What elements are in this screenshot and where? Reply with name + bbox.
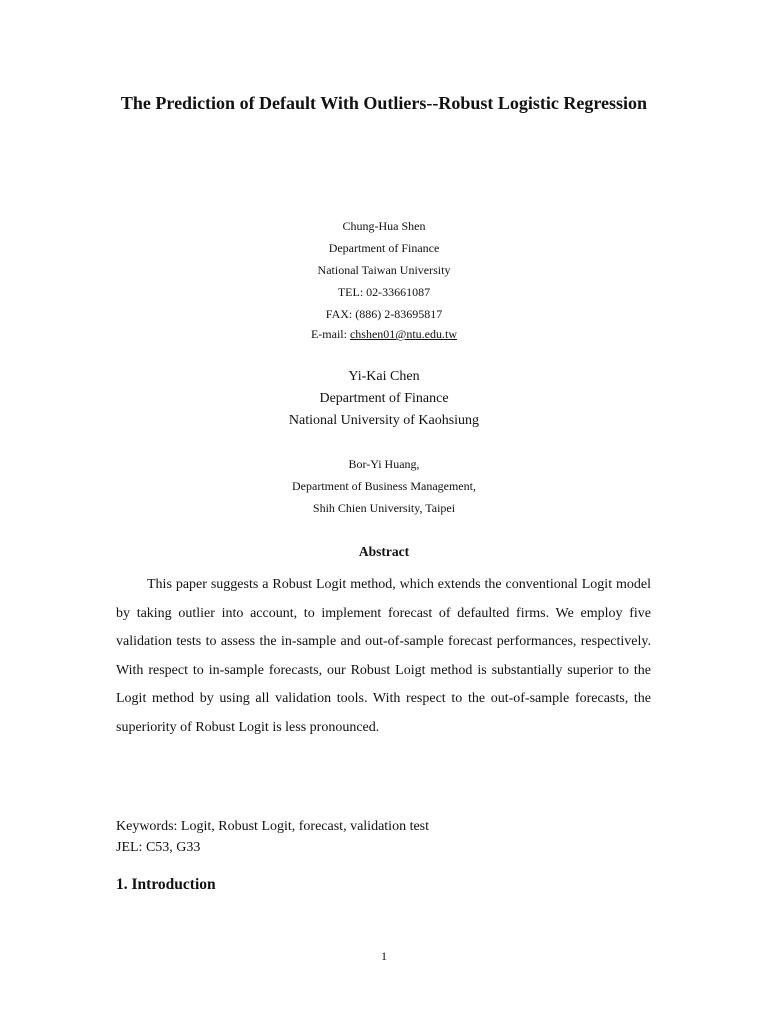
abstract-heading: Abstract [358, 544, 410, 559]
email-label: E-mail: [310, 327, 350, 341]
author-name: Bor-Yi Huang, [348, 457, 420, 471]
section-heading: 1. Introduction [116, 876, 216, 893]
author-fax: FAX: (886) 2-83695817 [325, 307, 443, 321]
author-block-1 [0, 215, 768, 343]
author-name: Yi-Kai Chen [348, 369, 420, 384]
author-department: Department of Business Management, [292, 479, 476, 493]
paper-title: The Prediction of Default With Outliers--Robust Logistic Regression [120, 93, 648, 113]
author-department: Department of Finance [328, 241, 440, 255]
abstract-text: This paper suggests a Robust Logit method, which extends the conventional Logit model by taking outlier into account, to implement forecast of defaulted firms. We employ five validation tests to assess the in-sample and out-of-sample forecast performances, respectively. With respect to in-sample forecasts, our Robust Loigt method is substantially superior to the Logit method by using all validation tools. With respect to the out-of-sample forecasts, the superiority of Robust Logit is less pronounced. [116, 577, 651, 735]
email-link[interactable]: chshen01@ntu.edu.tw [349, 327, 458, 341]
author-department: Department of Finance [319, 391, 449, 406]
author-institution: National University of Kaohsiung [288, 413, 480, 428]
author-institution: Shih Chien University, Taipei [312, 501, 456, 515]
author-institution: National Taiwan University [317, 263, 451, 277]
author-email-line [0, 325, 768, 343]
author-block-2 [0, 366, 768, 432]
author-tel: TEL: 02-33661087 [337, 285, 431, 299]
jel-line: JEL: C53, G33 [116, 840, 201, 855]
keywords-line: Keywords: Logit, Robust Logit, forecast, validation test [116, 819, 430, 834]
author-block-3 [0, 453, 768, 519]
keywords-block [116, 816, 656, 858]
page-number: 1 [381, 949, 387, 963]
author-name: Chung-Hua Shen [342, 219, 426, 233]
